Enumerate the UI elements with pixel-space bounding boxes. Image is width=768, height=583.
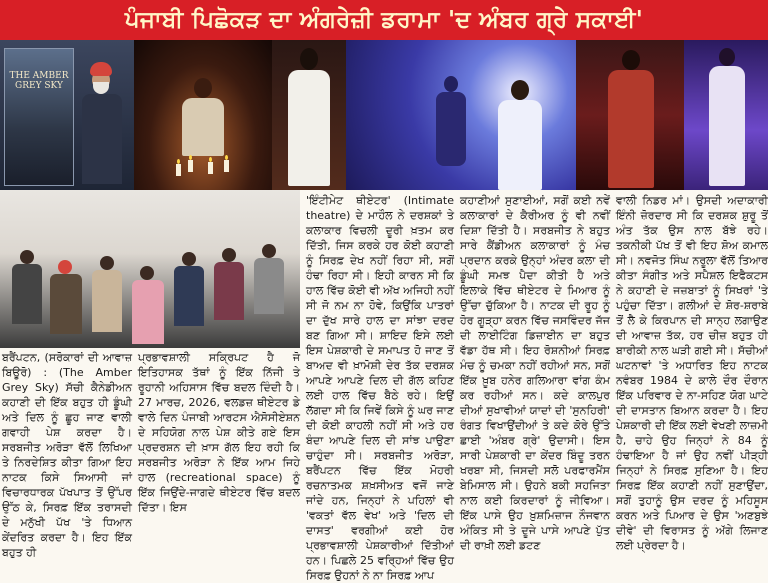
performer-shadow: [434, 76, 468, 166]
performer-purple-light: [708, 48, 746, 188]
photo-blue-stage: [346, 40, 576, 190]
photo-actress-white-dupatta: [272, 40, 346, 190]
poster-title: THE AMBER GREY SKY: [9, 71, 69, 91]
photo-red-stage: [576, 40, 684, 190]
article-text: ਵਾਲੀ ਨਿਡਰ ਮਾਂ। ਉਸਦੀ ਅਦਾਕਾਰੀ ਇੰਨੀ ਜ਼ੋਰਦਾਰ ਸੀ ਕਿ ਦਰਸ਼ਕ ਸ਼ੁਰੂ ਤੋਂ ਅੰਤ ਤੱਕ ਉਸ ਨਾਲ ਬੱਝੇ ਰਹੇ। ਤਕਨੀਕੀ ਪੱਖ ਤੋਂ ਵੀ ਇਹ ਸ਼ੋਅ ਕਮਾਲ ਸੀ। ਨਵਜੋਤ ਸਿੰਘ ਨਰੂਲਾ ਵੱਲੋਂ ਤਿਆਰ ਕੀਤਾ ਸੰਗੀਤ ਅਤੇ ਸਪੈਸ਼ਲ ਇਫੈਕਟਸ ਨੇ ਕਹਾਣੀ ਦੇ ਜਜ਼ਬਾਤਾਂ ਨੂੰ ਸਿਖਰਾਂ 'ਤੇ ਪਹੁੰਚਾ ਦਿੱਤਾ। ਗਲੀਆਂ ਦੇ ਸ਼ੋਰ-ਸ਼ਰਾਬੇ ਤੋਂ ਲੈ ਕੇ ਕਿਰਪਾਨ ਦੀ ਸਾਨ੍ਹ ਲਗਾਉਣ ਦੀ ਆਵਾਜ਼ ਤੱਕ, ਹਰ ਚੀਜ਼ ਬਹੁਤ ਹੀ ਬਾਰੀਕੀ ਨਾਲ ਘੜੀ ਗਈ ਸੀ। ਸੱਚੀਆਂ ਘਟਨਾਵਾਂ 'ਤੇ ਅਧਾਰਿਤ ਇਹ ਨਾਟਕ ਨਵੰਬਰ 1984 ਦੇ ਕਾਲੇ ਦੌਰ ਦੌਰਾਨ ਇੱਕ ਪਰਿਵਾਰ ਦੇ ਨਾ-ਸਹਿਣ ਯੋਗ ਘਾਟੇ ਦੀ ਦਾਸਤਾਨ ਬਿਆਨ ਕਰਦਾ ਹੈ। ਇਹ ਪੇਸ਼ਕਾਰੀ ਦੀ ਇੱਕ ਲਈ ਵੇਖਣੀ ਲਾਜ਼ਮੀ ਹੈ, ਚਾਹੇ ਉਹ ਜਿਨ੍ਹਾਂ ਨੇ 84 ਨੂੰ ਹੰਢਾਇਆ ਹੈ ਜਾਂ ਉਹ ਨਵੀਂ ਪੀੜ੍ਹੀ ਜਿਨ੍ਹਾਂ ਨੇ ਸਿਰਫ਼ ਸੁਣਿਆ ਹੈ। ਇਹ ਸਿਰਫ਼ ਇੱਕ ਕਹਾਣੀ ਨਹੀਂ ਸੁਣਾਉਂਦਾ, ਸਗੋਂ ਤੁਹਾਨੂੰ ਉਸ ਦਰਦ ਨੂੰ ਮਹਿਸੂਸ ਕਰਨ ਅਤੇ ਪਿਆਰ ਦੇ ਉਸ 'ਅਣਬੁਝੇ ਦੀਵੇ' ਦੀ ਵਿਰਾਸਤ ਨੂੰ ਅੱਗੇ ਲਿਜਾਣ ਲਈ ਪ੍ਰੇਰਦਾ ਹੈ।: [616, 194, 768, 552]
photo-audience: [0, 190, 300, 348]
article-column-4: [460, 193, 610, 552]
actress-with-candles: [178, 76, 228, 156]
article-text: 'ਇੰਟੀਮੇਟ ਥੀਏਟਰ' (Intimate theatre) ਦੇ ਮਾਹੌਲ ਨੇ ਦਰਸ਼ਕਾਂ ਤੇ ਕਲਾਕਾਰ ਵਿਚਲੀ ਦੂਰੀ ਖ਼ਤਮ ਕਰ ਦਿੱਤੀ, ਜਿਸ ਕਰਕੇ ਹਰ ਕੋਈ ਕਹਾਣੀ ਨੂੰ ਸਿਰਫ਼ ਦੇਖ ਨਹੀਂ ਰਿਹਾ ਸੀ, ਸਗੋਂ ਹੰਢਾ ਰਿਹਾ ਸੀ। ਇਹੀ ਕਾਰਨ ਸੀ ਕਿ ਹਾਲ ਵਿੱਚ ਕੋਈ ਵੀ ਅੱਖ ਅਜਿਹੀ ਨਹੀਂ ਸੀ ਜੋ ਨਮ ਨਾ ਹੋਵੇ, ਕਿਉਂਕਿ ਪਾਤਰਾਂ ਦਾ ਦੁੱਖ ਸਾਰੇ ਹਾਲ ਦਾ ਸਾਂਝਾ ਦਰਦ ਬਣ ਗਿਆ ਸੀ। ਸ਼ਾਇਦ ਇਸੇ ਲਈ ਇਸ ਪੇਸ਼ਕਾਰੀ ਦੇ ਸਮਾਪਤ ਹੋ ਜਾਣ ਤੋਂ ਬਾਅਦ ਵੀ ਖ਼ਾਮੋਸ਼ੀ ਦੇਰ ਤੱਕ ਦਰਸ਼ਕ ਆਪਣੇ ਆਪਣੇ ਦਿਲ ਦੀ ਗੱਲ ਕਹਿਣ ਲਈ ਹਾਲ ਵਿੱਚ ਬੈਠੇ ਰਹੇ। ਇਉਂ ਲੱਗਦਾ ਸੀ ਕਿ ਜਿਵੇਂ ਕਿਸੇ ਨੂੰ ਘਰ ਜਾਣ ਦੀ ਕੋਈ ਕਾਹਲੀ ਨਹੀਂ ਸੀ ਅਤੇ ਹਰ ਬੰਦਾ ਆਪਣੇ ਦਿਲ ਦੀ ਸਾਂਝ ਪਾਉਣਾ ਚਾਹੁੰਦਾ ਸੀ। ਸਰਬਜੀਤ ਅਰੋੜਾ, ਬਰੈਂਪਟਨ ਵਿੱਚ ਇੱਕ ਮੋਹਰੀ ਰਚਨਾਤਮਕ ਸ਼ਖ਼ਸੀਅਤ ਵਜੋਂ ਜਾਣੇ ਜਾਂਦੇ ਹਨ, ਜਿਨ੍ਹਾਂ ਨੇ ਪਹਿਲਾਂ ਵੀ 'ਵਕਤਾਂ ਵੱਲ ਵੇਖ' ਅਤੇ 'ਦਿਲ ਦੀ ਦਾਸਤ' ਵਰਗੀਆਂ ਕਈ ਹੋਰ ਪ੍ਰਭਾਵਸ਼ਾਲੀ ਪੇਸ਼ਕਾਰੀਆਂ ਦਿੱਤੀਆਂ ਹਨ। ਪਿਛਲੇ 25 ਵਰ੍ਹਿਆਂ ਵਿੱਚ ਉਹ ਸਿਰਫ਼ ਉਹਨਾਂ ਨੇ ਨਾ ਸਿਰਫ਼ ਆਪ: [306, 194, 454, 582]
candle: [188, 160, 193, 172]
headline: ਪੰਜਾਬੀ ਪਿਛੋਕੜ ਦਾ ਅੰਗਰੇਜ਼ੀ ਡਰਾਮਾ 'ਦ ਅੰਬਰ ਗ੍ਰੇ ਸਕਾਈ': [0, 0, 768, 40]
candle: [224, 160, 229, 172]
candle: [208, 162, 213, 174]
article-column-3: [306, 193, 454, 582]
candle: [176, 164, 181, 176]
article-column-1: [2, 350, 132, 559]
article-column-2: [138, 350, 300, 514]
photo-candle-scene: [134, 40, 272, 190]
photo-purple-stage: [684, 40, 768, 190]
actress: [286, 48, 332, 188]
performer: [496, 80, 544, 190]
article-text: ਪ੍ਰਭਾਵਸ਼ਾਲੀ ਸਕ੍ਰਿਪਟ ਹੈ ਜੋ ਇਤਿਹਾਸਕ ਤੱਥਾਂ ਨੂੰ ਇੱਕ ਨਿੱਜੀ ਤੇ ਰੂਹਾਨੀ ਅਹਿਸਾਸ ਵਿੱਚ ਬਦਲ ਦਿੰਦੀ ਹੈ। 27 ਮਾਰਚ, 2026, ਵਲਡਜ਼ ਥੀਏਟਰ ਡੇ ਵਾਲੇ ਦਿਨ ਪੰਜਾਬੀ ਆਰਟਸ ਐਸੋਸੀਏਸ਼ਨ ਦੇ ਸਹਿਯੋਗ ਨਾਲ ਪੇਸ਼ ਕੀਤੇ ਗਏ ਇਸ ਪ੍ਰਦਰਸ਼ਨ ਦੀ ਖ਼ਾਸ ਗੱਲ ਇਹ ਰਹੀ ਕਿ ਸਰਬਜੀਤ ਅਰੋੜਾ ਨੇ ਇੱਕ ਆਮ ਜਿਹੇ ਹਾਲ (recreational space) ਨੂੰ ਇੱਕ ਜਿਉਂਦੇ-ਜਾਗਦੇ ਥੀਏਟਰ ਵਿੱਚ ਬਦਲ ਦਿੱਤਾ। ਇਸ: [138, 351, 300, 514]
play-poster: [4, 48, 74, 186]
guest-in-turban: [76, 60, 128, 188]
article-text: ਕਹਾਣੀਆਂ ਸੁਣਾਈਆਂ, ਸਗੋਂ ਕਈ ਨਵੇਂ ਕਲਾਕਾਰਾਂ ਦੇ ਕੈਰੀਅਰ ਨੂੰ ਵੀ ਨਵੀਂ ਦਿਸ਼ਾ ਦਿੱਤੀ ਹੈ। ਸਰਬਜੀਤ ਨੇ ਬਹੁਤ ਸਾਰੇ ਕੈਂਡੀਅਨ ਕਲਾਕਾਰਾਂ ਨੂੰ ਮੰਚ ਪ੍ਰਦਾਨ ਕਰਕੇ ਉਨ੍ਹਾਂ ਅੰਦਰ ਕਲਾ ਦੀ ਡੂੰਘੀ ਸਮਝ ਪੈਦਾ ਕੀਤੀ ਹੈ ਅਤੇ ਇਲਾਕੇ ਵਿੱਚ ਥੀਏਟਰ ਦੇ ਮਿਆਰ ਨੂੰ ਉੱਚਾ ਚੁੱਕਿਆ ਹੈ। ਨਾਟਕ ਦੀ ਰੂਹ ਨੂੰ ਹੋਰ ਗੂੜ੍ਹਾ ਕਰਨ ਵਿੱਚ ਜਸਵਿੰਦਰ ਜੱਜ ਦੀ ਲਾਈਟਿੰਗ ਡਿਜ਼ਾਈਨ ਦਾ ਬਹੁਤ ਵੱਡਾ ਹੱਥ ਸੀ। ਇਹ ਰੋਸ਼ਨੀਆਂ ਸਿਰਫ਼ ਮੰਚ ਨੂੰ ਚਮਕਾ ਨਹੀਂ ਰਹੀਆਂ ਸਨ, ਸਗੋਂ ਇੱਕ ਖ਼ੂਬ ਹਨੇਰ ਗਲਿਆਰਾ ਵਾਂਗ ਕੰਮ ਕਰ ਰਹੀਆਂ ਸਨ। ਕਦੇ ਕਾਲਪੁਰ ਦੀਆਂ ਸੁਖਾਵੀਆਂ ਯਾਦਾਂ ਦੀ 'ਸੁਨਹਿਰੀ' ਰੰਗਤ ਵਿਖਾਉਂਦੀਆਂ ਤੇ ਕਦੇ ਕੋਰੇ ਉੱਤੇ ਛਾਈ 'ਅੰਬਰ ਗ੍ਰੇ' ਉਦਾਸੀ। ਇਸ ਸਾਰੀ ਪੇਸ਼ਕਾਰੀ ਦਾ ਕੇਂਦਰ ਬਿੰਦੂ ਤਰਨ ਖਰਬਾ ਸੀ, ਜਿਸਦੀ ਸਲੋ ਪਰਫਾਰਮੈਂਸ ਬੇਮਿਸਾਲ ਸੀ। ਉਹਨੇ ਬਕੀ ਸਹਜਿਤਾ ਨਾਲ ਕਈ ਕਿਰਦਾਰਾਂ ਨੂੰ ਜੀਵਿਆ। ਇੱਕ ਪਾਸੇ ਉਹ ਖ਼ੁਸ਼ਮਿਜ਼ਾਜ ਨੌਜਵਾਨ ਅੰਕਿਤ ਸੀ ਤੇ ਦੂਜੇ ਪਾਸੇ ਆਪਣੇ ਪੁੱਤ ਦੀ ਰਾਖ਼ੀ ਲਈ ਡਟਣ: [460, 194, 610, 552]
photo-poster-and-guest: [0, 40, 134, 190]
article-column-5: [616, 193, 768, 552]
article-text: ਬਰੈਂਪਟਨ, (ਸਰੋਕਾਰਾਂ ਦੀ ਆਵਾਜ਼ ਬਿਊਰੋ) : (The Amber Grey Sky) ਸੱਚੀ ਕੈਨੇਡੀਅਨ ਕਹਾਣੀ ਦੀ ਇੱਕ ਬਹੁਤ ਹੀ ਡੂੰਘੀ ਅਤੇ ਦਿਲ ਨੂੰ ਛੂਹ ਜਾਣ ਵਾਲੀ ਗਵਾਹੀ ਪੇਸ਼ ਕਰਦਾ ਹੈ। ਸਰਬਜੀਤ ਅਰੋੜਾ ਵੱਲੋਂ ਲਿਖਿਆ ਤੇ ਨਿਰਦੇਸ਼ਿਤ ਕੀਤਾ ਗਿਆ ਇਹ ਨਾਟਕ ਕਿਸੇ ਸਿਆਸੀ ਜਾਂ ਵਿਚਾਰਧਾਰਕ ਪੱਖਪਾਤ ਤੋਂ ਉੱਪਰ ਉੱਠ ਕੇ, ਸਿਰਫ਼ ਇੱਕ ਤਰਾਸਦੀ ਦੇ ਮਨੁੱਖੀ ਪੱਖ 'ਤੇ ਧਿਆਨ ਕੇਂਦਰਿਤ ਕਰਦਾ ਹੈ। ਇਹ ਇੱਕ ਬਹੁਤ ਹੀ: [2, 351, 132, 559]
performer-red-light: [608, 50, 654, 188]
